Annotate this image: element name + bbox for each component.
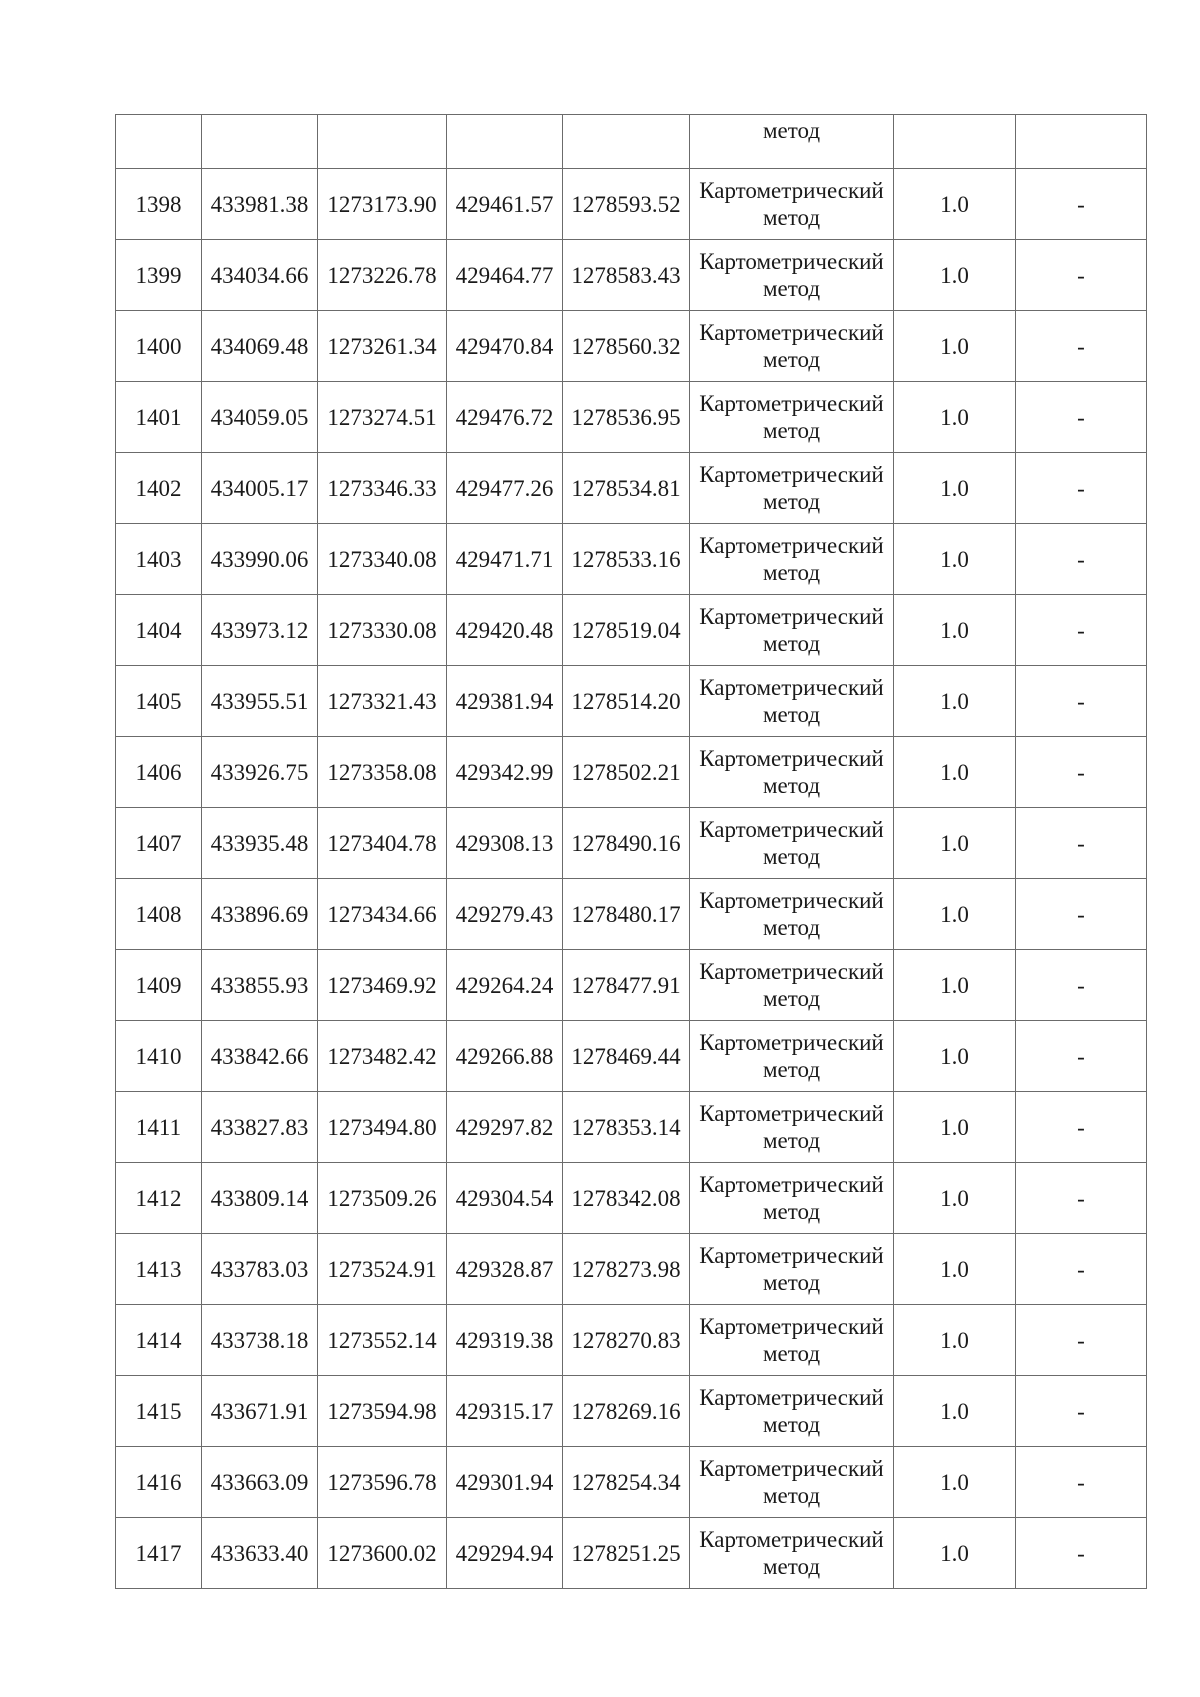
table-row [116, 1447, 1147, 1518]
note-cell: - [1016, 1518, 1147, 1589]
y2-cell: 1278519.04 [563, 595, 690, 666]
x2-cell: 429342.99 [447, 737, 563, 808]
y2-cell: 1278469.44 [563, 1021, 690, 1092]
method-line-1: Картометрический [699, 462, 884, 487]
y1-cell: 1273321.43 [318, 666, 447, 737]
note-cell: - [1016, 453, 1147, 524]
y2-cell: 1278342.08 [563, 1163, 690, 1234]
method-cell [690, 1021, 894, 1092]
method-line-2: метод [762, 1270, 821, 1295]
note-cell: - [1016, 240, 1147, 311]
x1-cell: 433671.91 [202, 1376, 318, 1447]
accuracy-cell: 1.0 [894, 382, 1016, 453]
accuracy-cell: 1.0 [894, 879, 1016, 950]
method-cell [690, 1163, 894, 1234]
x2-cell: 429470.84 [447, 311, 563, 382]
method-line-1: Картометрический [699, 249, 884, 274]
y2-cell: 1278502.21 [563, 737, 690, 808]
y2-cell: 1278270.83 [563, 1305, 690, 1376]
y1-cell: 1273346.33 [318, 453, 447, 524]
method-line-2: метод [762, 205, 821, 230]
x1-cell: 433783.03 [202, 1234, 318, 1305]
x1-cell: 433827.83 [202, 1092, 318, 1163]
x2-cell [447, 115, 563, 169]
note-cell: - [1016, 524, 1147, 595]
x2-cell: 429471.71 [447, 524, 563, 595]
method-line-1: Картометрический [699, 1243, 884, 1268]
x1-cell: 433926.75 [202, 737, 318, 808]
method-cell [690, 950, 894, 1021]
accuracy-cell: 1.0 [894, 524, 1016, 595]
method-line-2: метод [762, 1057, 821, 1082]
x1-cell: 433842.66 [202, 1021, 318, 1092]
accuracy-cell [894, 115, 1016, 169]
method-cell [690, 1305, 894, 1376]
method-line-2: метод [762, 1554, 821, 1579]
method-line-1: Картометрический [699, 746, 884, 771]
y1-cell: 1273173.90 [318, 169, 447, 240]
method-cell [690, 115, 894, 169]
note-cell: - [1016, 737, 1147, 808]
y1-cell: 1273404.78 [318, 808, 447, 879]
table-row [116, 595, 1147, 666]
point-number-cell: 1401 [116, 382, 202, 453]
x1-cell: 433896.69 [202, 879, 318, 950]
method-line-1: Картометрический [699, 604, 884, 629]
point-number-cell: 1411 [116, 1092, 202, 1163]
y2-cell: 1278593.52 [563, 169, 690, 240]
accuracy-cell: 1.0 [894, 808, 1016, 879]
y1-cell: 1273594.98 [318, 1376, 447, 1447]
y1-cell: 1273524.91 [318, 1234, 447, 1305]
method-cell [690, 879, 894, 950]
y1-cell [318, 115, 447, 169]
method-line-2: метод [762, 347, 821, 372]
x2-cell: 429279.43 [447, 879, 563, 950]
x1-cell: 433935.48 [202, 808, 318, 879]
method-line-2: метод [762, 276, 821, 301]
point-number-cell: 1399 [116, 240, 202, 311]
method-cell [690, 737, 894, 808]
x2-cell: 429381.94 [447, 666, 563, 737]
x1-cell: 433955.51 [202, 666, 318, 737]
y1-cell: 1273494.80 [318, 1092, 447, 1163]
method-cell [690, 1092, 894, 1163]
x1-cell: 433855.93 [202, 950, 318, 1021]
y2-cell: 1278353.14 [563, 1092, 690, 1163]
point-number-cell [116, 115, 202, 169]
y1-cell: 1273358.08 [318, 737, 447, 808]
method-line-1: Картометрический [699, 320, 884, 345]
accuracy-cell: 1.0 [894, 595, 1016, 666]
table-row [116, 524, 1147, 595]
note-cell [1016, 115, 1147, 169]
x2-cell: 429304.54 [447, 1163, 563, 1234]
point-number-cell: 1416 [116, 1447, 202, 1518]
accuracy-cell: 1.0 [894, 737, 1016, 808]
y2-cell: 1278583.43 [563, 240, 690, 311]
x2-cell: 429464.77 [447, 240, 563, 311]
x2-cell: 429476.72 [447, 382, 563, 453]
point-number-cell: 1398 [116, 169, 202, 240]
table-row [116, 1021, 1147, 1092]
table-row [116, 169, 1147, 240]
point-number-cell: 1407 [116, 808, 202, 879]
method-cell [690, 1447, 894, 1518]
y1-cell: 1273261.34 [318, 311, 447, 382]
accuracy-cell: 1.0 [894, 666, 1016, 737]
y1-cell: 1273509.26 [318, 1163, 447, 1234]
note-cell: - [1016, 1447, 1147, 1518]
method-cell [690, 666, 894, 737]
method-line-1: Картометрический [699, 533, 884, 558]
x1-cell: 434005.17 [202, 453, 318, 524]
table-row [116, 950, 1147, 1021]
method-cell [690, 1234, 894, 1305]
y1-cell: 1273274.51 [318, 382, 447, 453]
method-line-2: метод [762, 915, 821, 940]
note-cell: - [1016, 879, 1147, 950]
x1-cell: 433663.09 [202, 1447, 318, 1518]
y1-cell: 1273600.02 [318, 1518, 447, 1589]
y1-cell: 1273330.08 [318, 595, 447, 666]
point-number-cell: 1409 [116, 950, 202, 1021]
method-cell [690, 1518, 894, 1589]
method-line-2: метод [762, 1128, 821, 1153]
table-row [116, 1163, 1147, 1234]
accuracy-cell: 1.0 [894, 1021, 1016, 1092]
point-number-cell: 1400 [116, 311, 202, 382]
point-number-cell: 1414 [116, 1305, 202, 1376]
note-cell: - [1016, 595, 1147, 666]
method-line-2: метод [762, 560, 821, 585]
x1-cell: 434034.66 [202, 240, 318, 311]
table-body [116, 115, 1147, 1589]
method-line-2: метод [762, 1199, 821, 1224]
point-number-cell: 1410 [116, 1021, 202, 1092]
x2-cell: 429294.94 [447, 1518, 563, 1589]
y2-cell: 1278273.98 [563, 1234, 690, 1305]
y2-cell: 1278269.16 [563, 1376, 690, 1447]
method-cell [690, 311, 894, 382]
method-line-1: Картометрический [699, 1172, 884, 1197]
method-line-2: метод [762, 773, 821, 798]
x2-cell: 429297.82 [447, 1092, 563, 1163]
coordinates-table [115, 114, 1147, 1589]
method-line-1: Картометрический [699, 675, 884, 700]
x1-cell: 433981.38 [202, 169, 318, 240]
point-number-cell: 1402 [116, 453, 202, 524]
method-line-1: Картометрический [699, 391, 884, 416]
x2-cell: 429319.38 [447, 1305, 563, 1376]
method-line-1: Картометрический [699, 1101, 884, 1126]
method-line-2: метод [762, 844, 821, 869]
method-cell [690, 240, 894, 311]
table-row [116, 1518, 1147, 1589]
note-cell: - [1016, 666, 1147, 737]
point-number-cell: 1404 [116, 595, 202, 666]
table-row [116, 808, 1147, 879]
method-cell [690, 524, 894, 595]
table-row [116, 737, 1147, 808]
x2-cell: 429315.17 [447, 1376, 563, 1447]
method-line-2: метод [762, 118, 821, 143]
method-line-1: Картометрический [699, 1527, 884, 1552]
y2-cell: 1278533.16 [563, 524, 690, 595]
note-cell: - [1016, 1234, 1147, 1305]
table-row [116, 382, 1147, 453]
y2-cell: 1278560.32 [563, 311, 690, 382]
point-number-cell: 1406 [116, 737, 202, 808]
y2-cell: 1278254.34 [563, 1447, 690, 1518]
x1-cell: 433973.12 [202, 595, 318, 666]
x1-cell: 434069.48 [202, 311, 318, 382]
x1-cell [202, 115, 318, 169]
point-number-cell: 1413 [116, 1234, 202, 1305]
y1-cell: 1273482.42 [318, 1021, 447, 1092]
accuracy-cell: 1.0 [894, 1447, 1016, 1518]
y2-cell: 1278534.81 [563, 453, 690, 524]
table-row [116, 1305, 1147, 1376]
method-line-2: метод [762, 986, 821, 1011]
note-cell: - [1016, 808, 1147, 879]
table-row [116, 1092, 1147, 1163]
method-line-2: метод [762, 1412, 821, 1437]
table-row [116, 1376, 1147, 1447]
method-line-1: Картометрический [699, 1314, 884, 1339]
accuracy-cell: 1.0 [894, 240, 1016, 311]
note-cell: - [1016, 1092, 1147, 1163]
y1-cell: 1273226.78 [318, 240, 447, 311]
x2-cell: 429264.24 [447, 950, 563, 1021]
method-line-1: Картометрический [699, 888, 884, 913]
point-number-cell: 1408 [116, 879, 202, 950]
y2-cell: 1278480.17 [563, 879, 690, 950]
x2-cell: 429328.87 [447, 1234, 563, 1305]
table-row [116, 666, 1147, 737]
y2-cell: 1278477.91 [563, 950, 690, 1021]
note-cell: - [1016, 1305, 1147, 1376]
method-line-2: метод [762, 631, 821, 656]
table-row [116, 1234, 1147, 1305]
note-cell: - [1016, 169, 1147, 240]
accuracy-cell: 1.0 [894, 169, 1016, 240]
y1-cell: 1273469.92 [318, 950, 447, 1021]
y2-cell: 1278251.25 [563, 1518, 690, 1589]
point-number-cell: 1403 [116, 524, 202, 595]
method-cell [690, 808, 894, 879]
table-row [116, 879, 1147, 950]
note-cell: - [1016, 1376, 1147, 1447]
method-line-1: Картометрический [699, 1385, 884, 1410]
point-number-cell: 1417 [116, 1518, 202, 1589]
x2-cell: 429461.57 [447, 169, 563, 240]
point-number-cell: 1415 [116, 1376, 202, 1447]
x2-cell: 429477.26 [447, 453, 563, 524]
method-cell [690, 1376, 894, 1447]
x1-cell: 433738.18 [202, 1305, 318, 1376]
note-cell: - [1016, 1021, 1147, 1092]
x2-cell: 429301.94 [447, 1447, 563, 1518]
accuracy-cell: 1.0 [894, 1518, 1016, 1589]
continuation-row [116, 115, 1147, 169]
accuracy-cell: 1.0 [894, 1305, 1016, 1376]
accuracy-cell: 1.0 [894, 1376, 1016, 1447]
table-row [116, 240, 1147, 311]
y1-cell: 1273596.78 [318, 1447, 447, 1518]
y2-cell [563, 115, 690, 169]
note-cell: - [1016, 311, 1147, 382]
x2-cell: 429266.88 [447, 1021, 563, 1092]
method-line-2: метод [762, 1483, 821, 1508]
method-cell [690, 169, 894, 240]
x1-cell: 433809.14 [202, 1163, 318, 1234]
method-line-2: метод [762, 1341, 821, 1366]
method-line-2: метод [762, 418, 821, 443]
method-line-1: Картометрический [699, 959, 884, 984]
method-line-1: Картометрический [699, 1456, 884, 1481]
method-cell [690, 382, 894, 453]
table-row [116, 453, 1147, 524]
y1-cell: 1273552.14 [318, 1305, 447, 1376]
accuracy-cell: 1.0 [894, 311, 1016, 382]
method-line-2: метод [762, 702, 821, 727]
accuracy-cell: 1.0 [894, 1234, 1016, 1305]
point-number-cell: 1405 [116, 666, 202, 737]
x2-cell: 429420.48 [447, 595, 563, 666]
accuracy-cell: 1.0 [894, 453, 1016, 524]
y2-cell: 1278490.16 [563, 808, 690, 879]
y1-cell: 1273434.66 [318, 879, 447, 950]
table-row [116, 311, 1147, 382]
x1-cell: 434059.05 [202, 382, 318, 453]
note-cell: - [1016, 382, 1147, 453]
accuracy-cell: 1.0 [894, 1163, 1016, 1234]
accuracy-cell: 1.0 [894, 1092, 1016, 1163]
y2-cell: 1278514.20 [563, 666, 690, 737]
method-line-2: метод [762, 489, 821, 514]
method-cell [690, 453, 894, 524]
accuracy-cell: 1.0 [894, 950, 1016, 1021]
method-line-1: Картометрический [699, 817, 884, 842]
y1-cell: 1273340.08 [318, 524, 447, 595]
point-number-cell: 1412 [116, 1163, 202, 1234]
x2-cell: 429308.13 [447, 808, 563, 879]
method-cell [690, 595, 894, 666]
y2-cell: 1278536.95 [563, 382, 690, 453]
method-line-1: Картометрический [699, 1030, 884, 1055]
note-cell: - [1016, 950, 1147, 1021]
x1-cell: 433990.06 [202, 524, 318, 595]
note-cell: - [1016, 1163, 1147, 1234]
method-line-1: Картометрический [699, 178, 884, 203]
x1-cell: 433633.40 [202, 1518, 318, 1589]
